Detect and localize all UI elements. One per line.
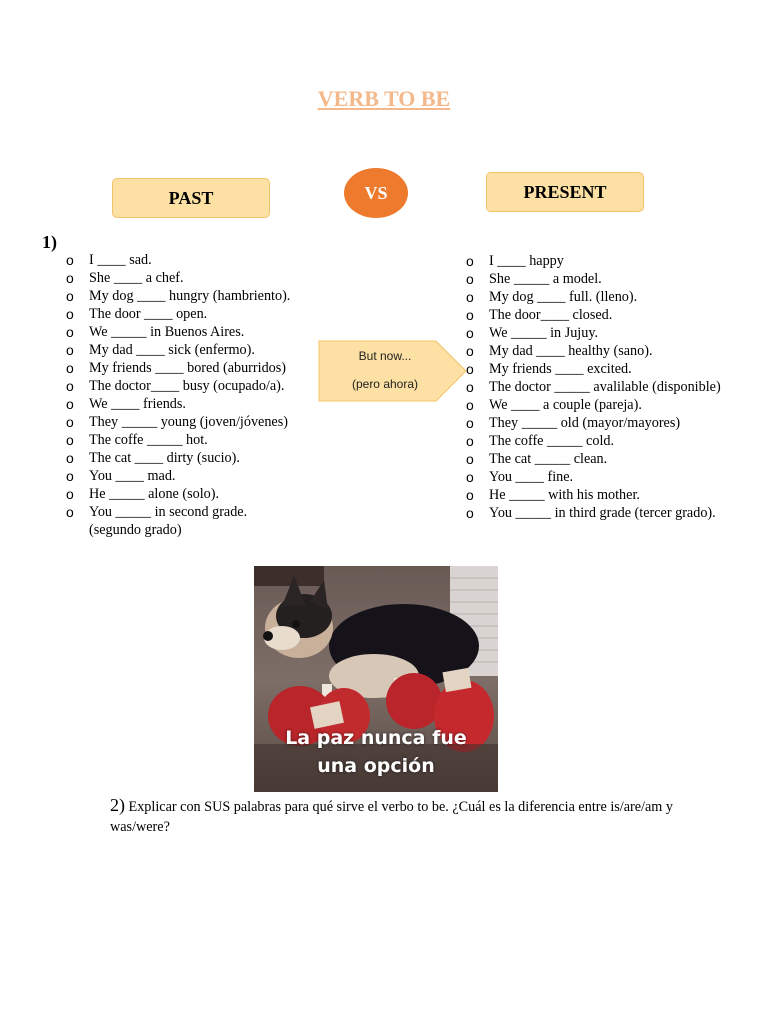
exercise-item-text: The doctor____ busy (ocupado/a). — [89, 378, 285, 394]
exercise-item — [466, 270, 721, 288]
past-exercise-list — [66, 251, 290, 521]
exercise-item — [466, 468, 721, 486]
exercise-item — [466, 360, 721, 378]
bullet-marker: o — [466, 415, 474, 431]
exercise-item-text: We ____ friends. — [89, 396, 186, 412]
exercise-item-text: The cat ____ dirty (sucio). — [89, 450, 240, 466]
exercise-item-text: My dad ____ healthy (sano). — [489, 343, 653, 359]
page-title: VERB TO BE — [317, 86, 451, 111]
exercise-item-text: The door____ closed. — [489, 307, 613, 323]
exercise-item — [66, 449, 290, 467]
exercise-item — [66, 395, 290, 413]
bullet-marker: o — [66, 504, 74, 520]
exercise-item-text: You ____ fine. — [489, 469, 574, 485]
dog-boxing-gloves-image — [254, 566, 498, 792]
question-2-text: Explicar con SUS palabras para qué sirve el verbo to be. ¿Cuál es la diferencia entre is/are/am y was/were? — [110, 799, 673, 835]
bullet-marker: o — [466, 271, 474, 287]
exercise-item — [466, 288, 721, 306]
exercise-item-text: The cat _____ clean. — [489, 451, 608, 467]
present-label — [486, 172, 644, 212]
exercise-item-text: The coffe _____ hot. — [89, 432, 208, 448]
question-2 — [110, 795, 710, 837]
exercise-item — [466, 432, 721, 450]
section-1-number: 1) — [42, 232, 57, 252]
exercise-item — [66, 431, 290, 449]
bullet-marker: o — [66, 432, 74, 448]
exercise-item — [466, 396, 721, 414]
bullet-marker: o — [66, 468, 74, 484]
bullet-marker: o — [466, 469, 474, 485]
exercise-item-text: You _____ in third grade (tercer grado). — [489, 505, 716, 521]
present-label-text: PRESENT — [523, 181, 607, 202]
past-label — [112, 178, 270, 218]
exercise-item — [466, 486, 721, 504]
vs-badge — [344, 168, 408, 218]
exercise-item-text: The coffe _____ cold. — [489, 433, 615, 449]
bullet-marker: o — [66, 270, 74, 286]
exercise-item — [66, 377, 290, 395]
exercise-item-text: My dad ____ sick (enfermo). — [89, 342, 255, 358]
exercise-item-text: I ____ sad. — [89, 252, 152, 268]
bullet-marker: o — [466, 289, 474, 305]
exercise-item — [466, 504, 721, 522]
exercise-item — [466, 306, 721, 324]
exercise-item — [66, 341, 290, 359]
exercise-item-text: The door ____ open. — [89, 306, 208, 322]
exercise-item-text: They _____ old (mayor/mayores) — [489, 415, 681, 431]
exercise-item — [466, 342, 721, 360]
bullet-marker: o — [66, 378, 74, 394]
exercise-item-text: We _____ in Buenos Aires. — [89, 324, 245, 340]
bullet-marker: o — [66, 486, 74, 502]
exercise-item — [466, 378, 721, 396]
exercise-item — [66, 359, 290, 377]
exercise-item-text: We ____ a couple (pareja). — [489, 397, 642, 413]
bullet-marker: o — [66, 252, 74, 268]
past-item-continuation: (segundo grado) — [89, 522, 182, 538]
exercise-item-text: She ____ a chef. — [89, 270, 184, 286]
exercise-item — [66, 413, 290, 431]
bullet-marker: o — [66, 396, 74, 412]
exercise-item-text: He _____ alone (solo). — [89, 486, 220, 502]
exercise-item-text: My dog ____ full. (lleno). — [489, 289, 638, 305]
bullet-marker: o — [466, 397, 474, 413]
exercise-item-text: My friends ____ excited. — [489, 361, 632, 377]
photo-caption — [254, 724, 498, 780]
bullet-marker: o — [66, 288, 74, 304]
exercise-item — [466, 324, 721, 342]
bullet-marker: o — [66, 342, 74, 358]
bullet-marker: o — [66, 324, 74, 340]
exercise-item-text: I ____ happy — [489, 253, 564, 269]
exercise-item-text: My dog ____ hungry (hambriento). — [89, 288, 291, 304]
exercise-item — [66, 503, 290, 521]
photo-caption-line-1: La paz nunca fue — [285, 727, 467, 749]
bullet-marker: o — [466, 361, 474, 377]
bullet-marker: o — [466, 307, 474, 323]
exercise-item-text: He _____ with his mother. — [489, 487, 640, 503]
photo-caption-line-2: una opción — [317, 755, 435, 777]
exercise-item — [66, 269, 290, 287]
arrow-text-line-2: (pero ahora) — [351, 377, 419, 391]
exercise-item — [66, 287, 290, 305]
exercise-item-text: We _____ in Jujuy. — [489, 325, 599, 341]
exercise-item-text: She _____ a model. — [489, 271, 602, 287]
bullet-marker: o — [66, 360, 74, 376]
exercise-item — [66, 323, 290, 341]
bullet-marker: o — [466, 505, 474, 521]
bullet-marker: o — [466, 253, 474, 269]
exercise-item — [66, 485, 290, 503]
bullet-marker: o — [66, 450, 74, 466]
question-2-number: 2) — [110, 795, 125, 815]
bullet-marker: o — [466, 487, 474, 503]
exercise-item — [466, 450, 721, 468]
exercise-item — [66, 305, 290, 323]
bullet-marker: o — [466, 379, 474, 395]
exercise-item-text: The doctor _____ avalilable (disponible) — [489, 379, 721, 395]
exercise-item — [66, 467, 290, 485]
bullet-marker: o — [66, 414, 74, 430]
vs-label-text: VS — [364, 182, 388, 203]
exercise-item — [466, 252, 721, 270]
bullet-marker: o — [466, 433, 474, 449]
past-label-text: PAST — [168, 187, 214, 208]
bullet-marker: o — [66, 306, 74, 322]
exercise-item-text: They _____ young (joven/jóvenes) — [89, 414, 288, 430]
exercise-item-text: You ____ mad. — [89, 468, 176, 484]
bullet-marker: o — [466, 451, 474, 467]
exercise-item-text: You _____ in second grade. — [89, 504, 248, 520]
bullet-marker: o — [466, 325, 474, 341]
exercise-item — [66, 251, 290, 269]
bullet-marker: o — [466, 343, 474, 359]
present-exercise-list — [466, 252, 721, 522]
exercise-item-text: My friends ____ bored (aburridos) — [89, 360, 287, 376]
arrow-text-line-1: But now... — [358, 349, 412, 363]
exercise-item — [466, 414, 721, 432]
